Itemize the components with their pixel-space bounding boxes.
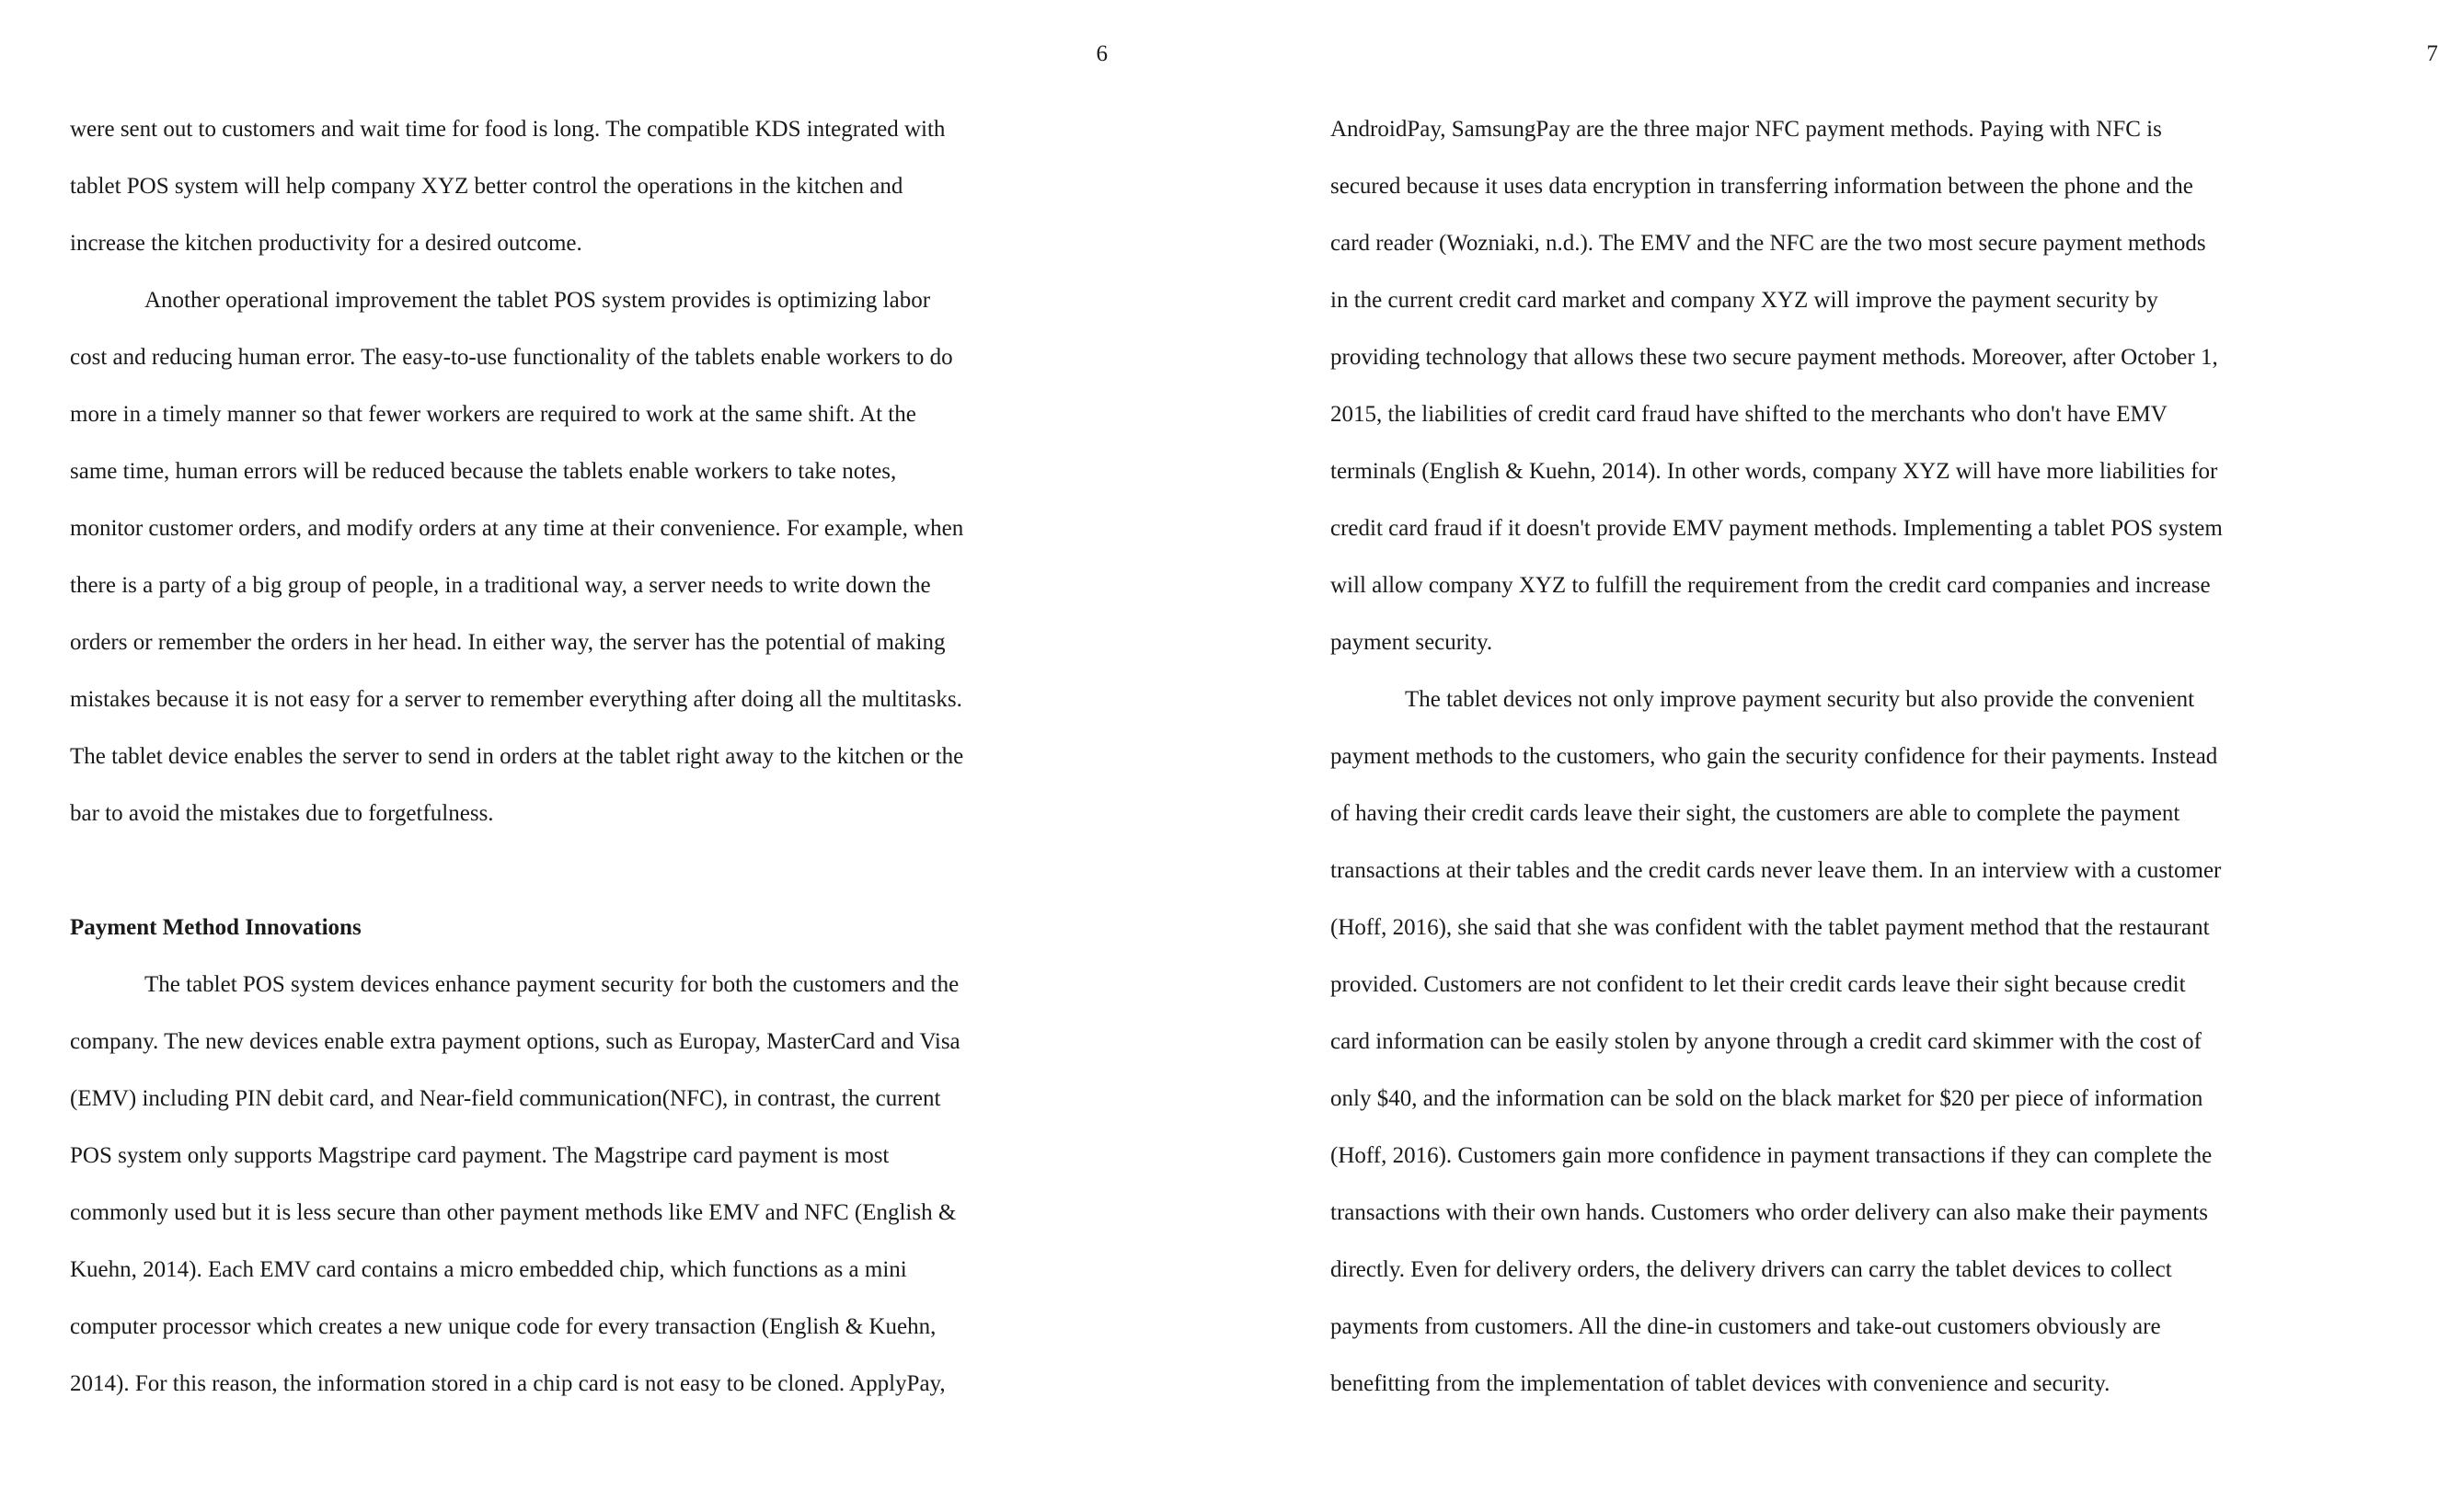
text-line: bar to avoid the mistakes due to forgetfulness. — [70, 801, 494, 826]
paragraph-first-line: The tablet POS system devices enhance payment security for both the customers and the — [144, 972, 960, 997]
section-heading: Payment Method Innovations — [70, 915, 362, 940]
text-line: 2015, the liabilities of credit card fraud have shifted to the merchants who don't have EMV — [1330, 402, 2168, 427]
text-line: providing technology that allows these two secure payment methods. Moreover, after October 1, — [1330, 345, 2218, 370]
text-line: The tablet device enables the server to send in orders at the tablet right away to the kitchen or the — [70, 744, 964, 769]
text-line: will allow company XYZ to fulfill the requirement from the credit card companies and increase — [1330, 573, 2211, 598]
text-line: Kuehn, 2014). Each EMV card contains a micro embedded chip, which functions as a mini — [70, 1257, 907, 1282]
text-line: monitor customer orders, and modify orders at any time at their convenience. For example, when — [70, 516, 964, 541]
text-line: only $40, and the information can be sold on the black market for $20 per piece of information — [1330, 1086, 2203, 1111]
text-line: orders or remember the orders in her head. In either way, the server has the potential of making — [70, 630, 946, 655]
text-line: (EMV) including PIN debit card, and Near-field communication(NFC), in contrast, the current — [70, 1086, 941, 1111]
text-line: were sent out to customers and wait time for food is long. The compatible KDS integrated with — [70, 117, 946, 142]
text-line: card information can be easily stolen by anyone through a credit card skimmer with the cost of — [1330, 1029, 2202, 1054]
text-line: secured because it uses data encryption in transferring information between the phone and the — [1330, 174, 2193, 199]
text-line: there is a party of a big group of people, in a traditional way, a server needs to write down the — [70, 573, 931, 598]
text-line: transactions at their tables and the credit cards never leave them. In an interview with a customer — [1330, 858, 2222, 883]
text-line: computer processor which creates a new unique code for every transaction (English & Kuehn, — [70, 1314, 937, 1339]
paragraph-first-line: Another operational improvement the tablet POS system provides is optimizing labor — [144, 288, 931, 313]
text-line: company. The new devices enable extra payment options, such as Europay, MasterCard and Visa — [70, 1029, 960, 1054]
text-line: tablet POS system will help company XYZ better control the operations in the kitchen and — [70, 174, 903, 199]
text-line: payment methods to the customers, who gain the security confidence for their payments. Instead — [1330, 744, 2218, 769]
text-line: payment security. — [1330, 630, 1493, 655]
text-line: card reader (Wozniaki, n.d.). The EMV and the NFC are the two most secure payment methods — [1330, 231, 2206, 256]
text-line: credit card fraud if it doesn't provide EMV payment methods. Implementing a tablet POS system — [1330, 516, 2223, 541]
text-line: same time, human errors will be reduced because the tablets enable workers to take notes, — [70, 459, 897, 484]
text-line: increase the kitchen productivity for a desired outcome. — [70, 231, 582, 256]
text-line: (Hoff, 2016), she said that she was confident with the tablet payment method that the restaurant — [1330, 915, 2210, 940]
text-line: more in a timely manner so that fewer workers are required to work at the same shift. At the — [70, 402, 916, 427]
text-line: payments from customers. All the dine-in customers and take-out customers obviously are — [1330, 1314, 2161, 1339]
document-page-7 — [1330, 0, 2438, 1512]
text-line: mistakes because it is not easy for a server to remember everything after doing all the multitasks. — [70, 687, 962, 712]
text-line: (Hoff, 2016). Customers gain more confidence in payment transactions if they can complete the — [1330, 1143, 2213, 1168]
page-number: 6 — [1096, 41, 1108, 66]
text-line: benefitting from the implementation of tablet devices with convenience and security. — [1330, 1371, 2110, 1396]
paragraph-first-line: The tablet devices not only improve payment security but also provide the convenient — [1405, 687, 2195, 712]
document-page-6 — [70, 0, 1119, 1512]
text-line: terminals (English & Kuehn, 2014). In other words, company XYZ will have more liabilities for — [1330, 459, 2218, 484]
text-line: of having their credit cards leave their sight, the customers are able to complete the payment — [1330, 801, 2180, 826]
text-line: directly. Even for delivery orders, the delivery drivers can carry the tablet devices to collect — [1330, 1257, 2172, 1282]
text-line: transactions with their own hands. Customers who order delivery can also make their payments — [1330, 1200, 2208, 1225]
text-line: POS system only supports Magstripe card payment. The Magstripe card payment is most — [70, 1143, 890, 1168]
page-number: 7 — [2426, 41, 2438, 66]
text-line: 2014). For this reason, the information stored in a chip card is not easy to be cloned. ApplyPay, — [70, 1371, 946, 1396]
text-line: AndroidPay, SamsungPay are the three major NFC payment methods. Paying with NFC is — [1330, 117, 2162, 142]
text-line: commonly used but it is less secure than other payment methods like EMV and NFC (English & — [70, 1200, 957, 1225]
text-line: in the current credit card market and company XYZ will improve the payment security by — [1330, 288, 2158, 313]
text-line: cost and reducing human error. The easy-to-use functionality of the tablets enable workers to do — [70, 345, 953, 370]
text-line: provided. Customers are not confident to let their credit cards leave their sight because credit — [1330, 972, 2186, 997]
